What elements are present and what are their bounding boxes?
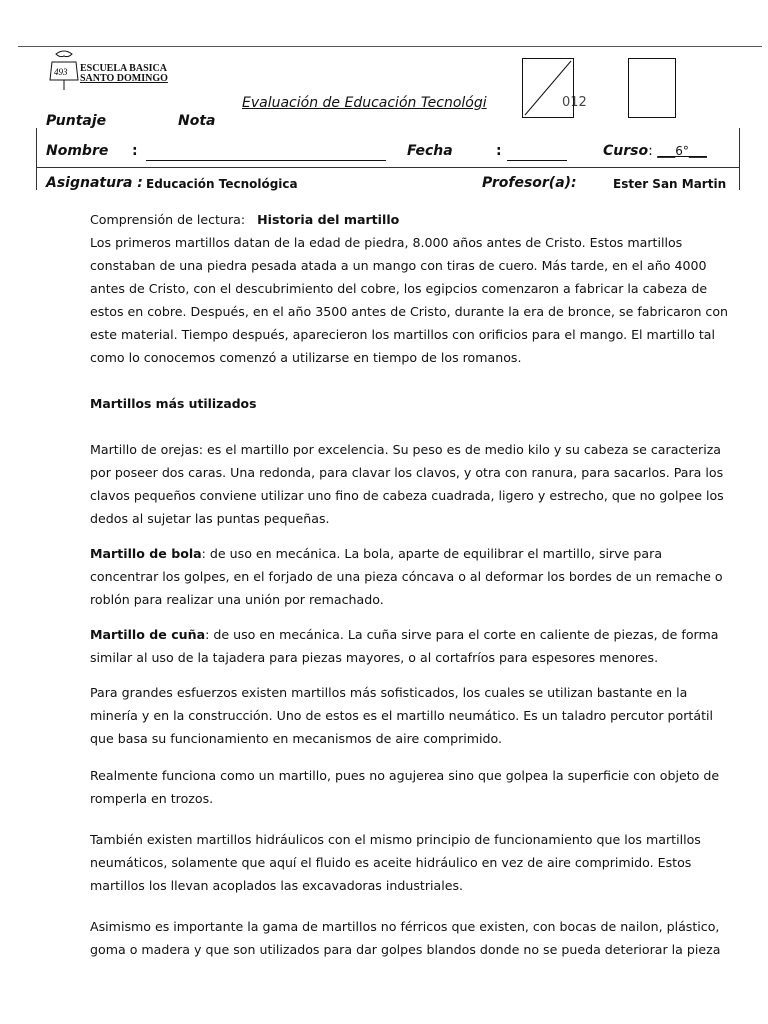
fecha-label: Fecha [407, 143, 453, 159]
evaluation-year: 012 [562, 95, 587, 110]
reading-intro [90, 208, 730, 231]
paragraph-no-ferricos: Asimismo es importante la gama de martillos no férricos que existen, con bocas de nailon, plástico, goma o madera y que son utilizados para dar golpes blandos donde no se pueda deteriorar la pieza [90, 919, 721, 957]
intro-title: Historia del martillo [257, 212, 400, 227]
nombre-field[interactable] [146, 160, 386, 161]
paragraph-neumatico: Para grandes esfuerzos existen martillos más sofisticados, los cuales se utilizan bastante en la minería y en la construcción. Uno de estos es el martillo neumático. Es un taladro percutor portátil que basa su funcionamiento en mecanismos de aire comprimido. [90, 685, 714, 746]
grade-box[interactable] [628, 58, 676, 118]
header-top-rule [18, 46, 762, 47]
asignatura-value: Educación Tecnológica [146, 177, 298, 191]
school-name-line1: ESCUELA BASICA [80, 63, 167, 74]
paragraph-cuna [90, 623, 730, 669]
score-box[interactable] [522, 58, 574, 118]
paragraph-history: Los primeros martillos datan de la edad de piedra, 8.000 años antes de Cristo. Estos martillos constaban de una piedra pesada atada a un mango con tiras de cuero. Más tarde, en el año 4000 antes de Cristo, con el descubrimiento del cobre, los egipcios comenzaron a fabricar la cabeza de estos en cobre. Después, en el año 3500 antes de Cristo, durante la era de bronce, se fabricaron con este material. Tiempo después, aparecieron los martillos con orificios para el mango. El martillo tal como lo conocemos comenzó a utilizarse en tiempo de los romanos. [90, 235, 729, 365]
nombre-label: Nombre [46, 143, 109, 159]
fecha-field[interactable] [507, 160, 567, 161]
curso-value: ___6°___ [657, 144, 707, 158]
reading-body [90, 208, 730, 961]
asignatura-label: Asignatura : [46, 175, 143, 191]
paragraph-hidraulicos: También existen martillos hidráulicos con el mismo principio de funcionamiento que los martillos neumáticos, solamente que aquí el fluido es aceite hidráulico en vez de aire comprimido. Estos martillos los llevan acoplados las excavadoras industriales. [90, 832, 701, 893]
profesor-label: Profesor(a): [482, 175, 577, 191]
cuna-text: : de uso en mecánica. La cuña sirve para el corte en caliente de piezas, de forma similar al uso de la tajadera para piezas mayores, o al cortafríos para espesores menores. [90, 627, 719, 665]
nota-label: Nota [178, 113, 216, 129]
curso-label: Curso [603, 143, 649, 159]
paragraph-orejas: Martillo de orejas: es el martillo por excelencia. Su peso es de medio kilo y su cabeza se caracteriza por poseer dos caras. Una redonda, para clavar los clavos, y otra con ranura, para sacarlos. Para los clavos pequeños conviene utilizar uno fino de cabeza cuadrada, ligero y estrecho, que no golpee los dedos al sujetar las puntas pequeñas. [90, 442, 724, 526]
form-divider [36, 167, 740, 168]
evaluation-title: Evaluación de Educación Tecnológi [242, 95, 487, 111]
school-name-line2: SANTO DOMINGO [80, 73, 168, 84]
nombre-colon: : [132, 143, 138, 159]
paragraph-funciona: Realmente funciona como un martillo, pues no agujerea sino que golpea la superficie con objeto de romperla en trozos. [90, 768, 720, 806]
fecha-colon: : [496, 143, 502, 159]
form-left-border [36, 128, 37, 190]
curso-colon: : [648, 143, 653, 159]
logo-number: 493 [54, 67, 68, 77]
curso-field [603, 143, 707, 159]
section-heading: Martillos más utilizados [90, 396, 257, 411]
intro-prefix: Comprensión de lectura: [90, 212, 246, 227]
diagonal-slash-icon [523, 59, 573, 117]
cuna-term: Martillo de cuña [90, 627, 206, 642]
bola-term: Martillo de bola [90, 546, 202, 561]
form-right-border [739, 128, 740, 190]
profesor-value: Ester San Martin [613, 177, 727, 191]
paragraph-bola [90, 542, 730, 611]
puntaje-label: Puntaje [46, 113, 107, 129]
bola-text: : de uso en mecánica. La bola, aparte de equilibrar el martillo, sirve para concentrar los golpes, en el forjado de una pieza cóncava o al deformar los bordes de un remache o roblón para realizar una unión por remachado. [90, 546, 723, 607]
